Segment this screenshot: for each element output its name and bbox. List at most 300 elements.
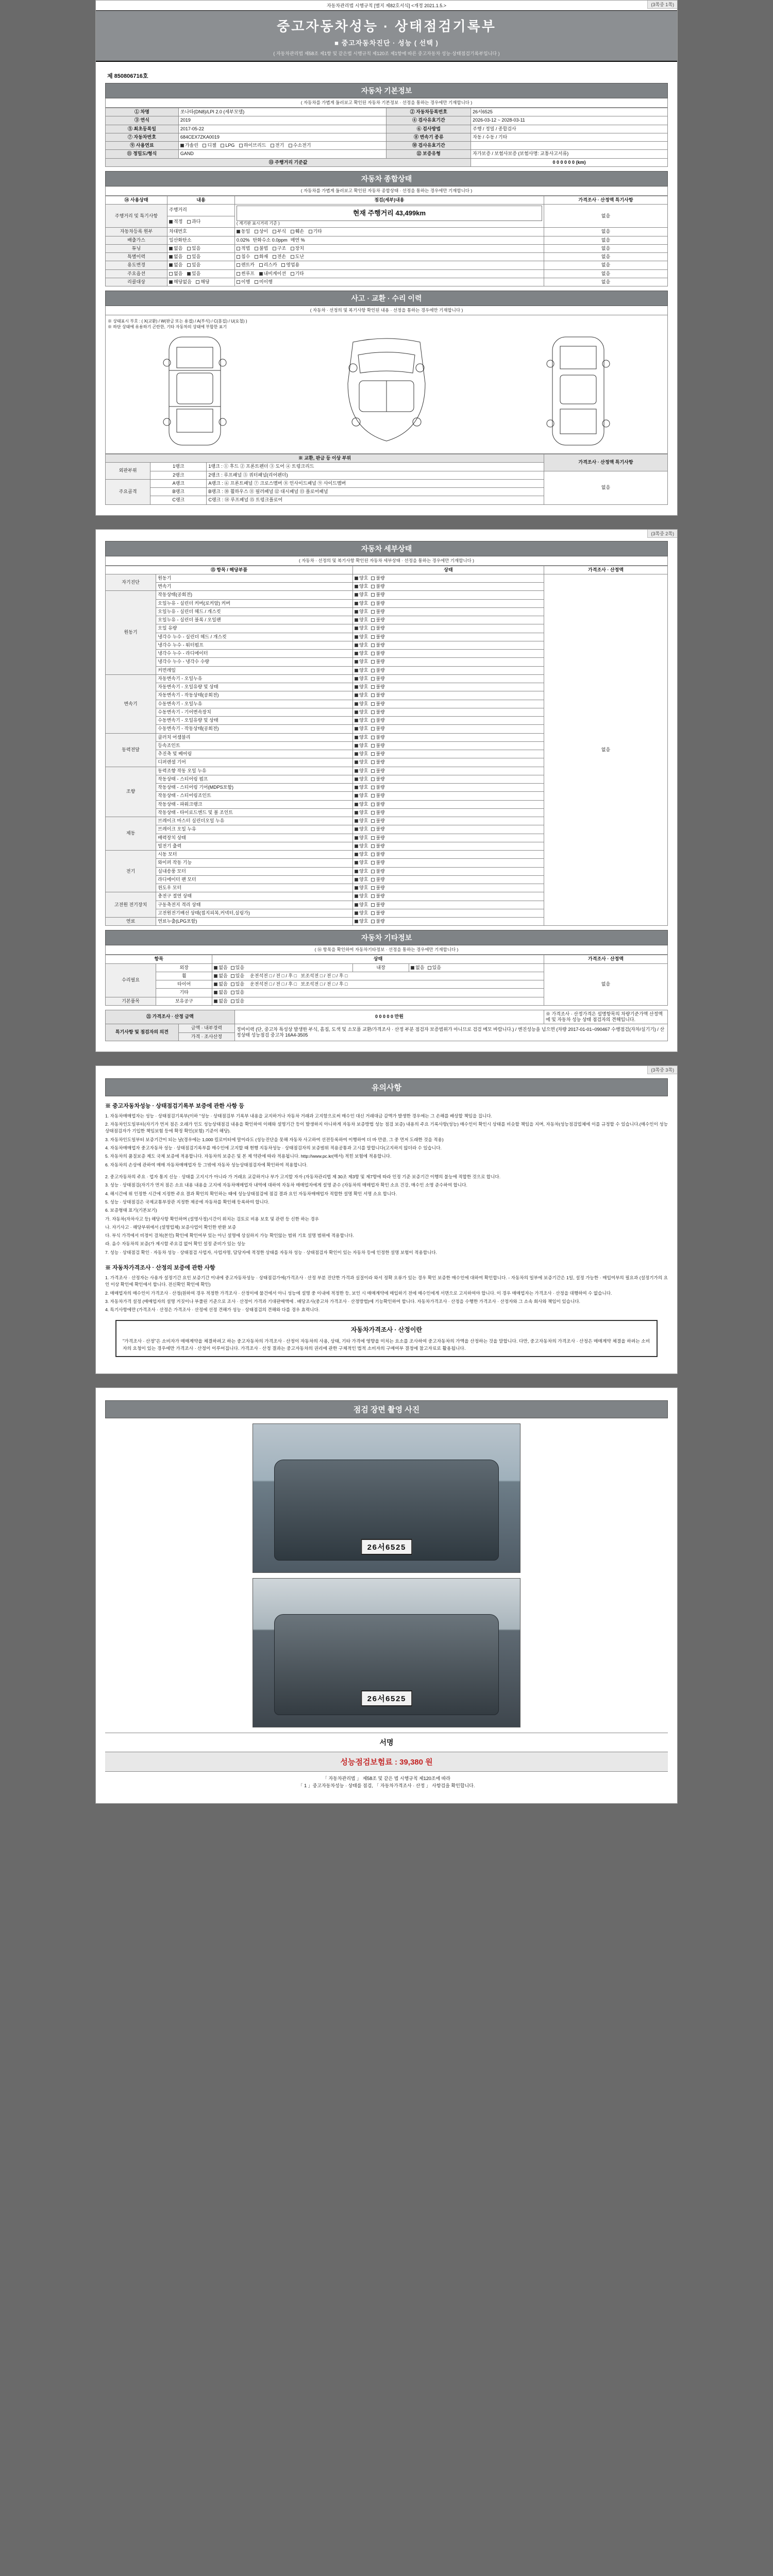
table-row	[106, 574, 668, 582]
detail-item-label: 작동상태 - 스티어링 기어(MDPS포함)	[156, 784, 353, 792]
detail-item-state[interactable]: 양호 불량	[353, 825, 544, 834]
price-comment: 정비이력 (단, 중고차 특성상 발생한 부식, 흠집, 도색 및 소모품 교환/가격조사 · 산정 부분 점검자 보증범위가 아니므로 검검 메모 바랍니다.) / 엔진성능을 넘으면 (차량 2017-01-01~090467 수행점검(자차/실기기) / 산정상태 성능점검 중고차 16A4-3505	[234, 1024, 667, 1041]
license-plate-rear: 26서6525	[361, 1690, 412, 1706]
detail-item-state[interactable]: 양호 불량	[353, 859, 544, 867]
tuning-none[interactable]: 없음	[169, 246, 182, 251]
accident-note-1: ※ 상태표시 부호 : ( X(교환) / W(판금 또는 용접) / A(부식) / C(흠집) / U(요철) )	[108, 319, 247, 324]
row-sub-label: 금액 · 내부경력	[178, 1024, 234, 1032]
table-row	[106, 261, 668, 269]
table-row: B랭크 B랭크 : ⑩ 휠하우스 ⑪ 필러패널 ⑫ 대시패널 ⑬ 플로어패널	[106, 488, 668, 496]
row-sub-label: 휠	[156, 972, 212, 980]
note-cell: 없음	[544, 269, 667, 278]
usage-options	[234, 261, 544, 269]
detail-item-state[interactable]: 양호 불량	[353, 901, 544, 909]
table-row	[106, 228, 668, 236]
option-yes[interactable]: 있음	[187, 271, 200, 277]
row-label: 자동차등록 원부	[106, 228, 167, 236]
table-row	[106, 963, 668, 972]
notice-item: 2. 자동차인도일부터(자기가 먼저 점은 오래가 인도 성능상태점검 내용을 확인하여 이해와 설명기간 등이 발생하지 아니하게 자동차 보증방법 성능 점검 보증) 내용의 주요 기록사항(성능) 매수인이 확인시 상태를 비슷할 책임을 지며, 자동차(성능점검업체에 이를 규정할 수 있습니다.(매수인이 성능상태점검자가 기입한 책임보험 등에 확정 확인(보험) 기준이 해당).	[105, 1122, 668, 1134]
detail-item-label: 충전구 절연 상태	[156, 892, 353, 901]
other-info-table	[105, 955, 668, 1006]
detail-item-state[interactable]: 양호 불량	[353, 775, 544, 783]
detail-item-state[interactable]: 양호 불량	[353, 834, 544, 842]
fuel-option-lpg[interactable]: LPG	[221, 143, 234, 148]
note-cell: 없음	[544, 261, 667, 269]
special-theft[interactable]: 도난	[291, 254, 304, 260]
row-sub-label	[167, 261, 235, 269]
option-sunroof[interactable]: 썬루프	[237, 271, 255, 277]
note-cell: 없음	[544, 244, 667, 252]
footer-note	[105, 1772, 668, 1793]
overall-state-table	[105, 196, 668, 286]
special-flood[interactable]: 침수	[237, 254, 250, 260]
detail-item-state[interactable]: 양호 불량	[353, 875, 544, 884]
basic-value: 2026-03-12 ~ 2028-03-11	[471, 116, 668, 125]
col-head: ⑮ 항목 / 해당부품	[106, 566, 353, 574]
row-label: 주요골격	[106, 479, 150, 504]
special-options	[234, 253, 544, 261]
special-fire[interactable]: 화재	[255, 254, 268, 260]
detail-item-state[interactable]: 양호 불량	[353, 733, 544, 741]
detail-item-label: 변속기	[156, 583, 353, 591]
vin-opt-diff[interactable]: 상이	[255, 229, 268, 234]
section-notice-title: 유의사항	[105, 1078, 668, 1096]
page-title-note: ( 자동차관리법 제58조 제1항 및 같은법 시행규칙 제120조 제1항에 따른 중고자동차 성능·상태점검기록부입니다 )	[273, 51, 500, 56]
note-cell: 없음	[544, 236, 667, 244]
section-overall-note: ( 자동차를 가볍게 둘러보고 확인된 자동차 종합상태 · 선정을 통하는 경우에만 기재합니다 )	[105, 187, 668, 196]
definition-box	[115, 1320, 658, 1357]
detail-item-state[interactable]: 양호 불량	[353, 574, 544, 582]
table-row: 외판부위 1랭크 1랭크 : ① 후드 ② 프론트펜더 ③ 도어 ④ 트렁크리드	[106, 463, 668, 471]
price-table	[105, 1010, 668, 1041]
tuning-structure[interactable]: 구조	[273, 246, 286, 251]
vin-opt-corrosion[interactable]: 부식	[273, 229, 286, 234]
row-label: 외판부위	[106, 463, 150, 480]
col-head: 내용	[167, 196, 235, 204]
document-number: 제 850806716호	[107, 73, 148, 79]
legend-text: C랭크 : ⑭ 루프패널 ⑮ 트렁크플로어	[207, 496, 544, 504]
table-row	[106, 133, 668, 141]
footer-note-line2: 「 1 」중고자동차성능 · 상태를 점검, 「 자동차가격조사 · 산정 」 사항검을 확인합니다.	[298, 1783, 475, 1789]
detail-item-state[interactable]: 양호 불량	[353, 918, 544, 926]
table-row: C랭크 C랭크 : ⑭ 루프패널 ⑮ 트렁크플로어	[106, 496, 668, 504]
table-row	[106, 108, 668, 116]
detail-item-state[interactable]: 양호 불량	[353, 591, 544, 599]
other-opt-interior[interactable]: 없음 있음	[409, 963, 544, 972]
usage-none[interactable]: 없음	[169, 262, 182, 268]
detail-item-label: 등속조인트	[156, 741, 353, 750]
tuning-device[interactable]: 장치	[291, 246, 304, 251]
table-row	[106, 244, 668, 252]
vin-opt-damage[interactable]: 훼손	[291, 229, 304, 234]
note-cell: 없음	[544, 963, 667, 1005]
page-1	[95, 0, 678, 516]
detail-item-state[interactable]: 양호 불량	[353, 725, 544, 733]
vin-opt-etc[interactable]: 기타	[309, 229, 322, 234]
table-header-row	[106, 196, 668, 204]
row-sub-label: 타이어	[156, 980, 212, 989]
basic-value: GAND	[178, 150, 386, 158]
row-sub-label: 주행거리	[167, 205, 235, 216]
basic-label: ⑨ 사용연료	[106, 142, 179, 150]
notice-item: 7. 성능 · 상태점검 확인 · 자동차 성능 · 상태점검 사업자, 사업자명, 담당자에 적정한 상태를 자동차 성능 · 상태점검자 확인이 있는 자동차 등에 인정한 설명 보험이 적용합니다.	[105, 1249, 438, 1255]
detail-item-label: 디퍼렌셜 기어	[156, 758, 353, 767]
col-head: 가격조사 · 산정액	[544, 566, 667, 574]
basic-label: ④ 검사유효기간	[386, 116, 471, 125]
form-legal-note: 자동차관리법 시행규칙 [별지 제82호서식] <개정 2021.1.5.>	[96, 1, 677, 11]
detail-item-state[interactable]: 양호 불량	[353, 817, 544, 825]
accident-diagram-panel	[105, 315, 668, 454]
option-navigation[interactable]: 내비게이션	[259, 271, 286, 277]
detail-item-state[interactable]: 양호 불량	[353, 674, 544, 683]
detail-item-state[interactable]: 양호 불량	[353, 624, 544, 633]
car-diagram-front-view-icon	[148, 332, 241, 450]
detail-item-state[interactable]: 양호 불량	[353, 758, 544, 767]
detail-item-label: 작동상태(공회전)	[156, 591, 353, 599]
footer-note-line1: 「 자동차관리법 」 제58조 및 같은 법 시행규칙 제120조에 따라	[322, 1775, 451, 1781]
special-total-loss[interactable]: 전손	[273, 254, 286, 260]
tuning-legal[interactable]: 적법	[237, 246, 250, 251]
table-row	[106, 454, 668, 463]
other-opt-wheel[interactable]: 없음 있음 운전석전 □ / 전 □ / 후 □ 보조석전 □ / 전 □ / 후 □	[212, 972, 544, 980]
definition-title: 자동차가격조사 · 산정이란	[350, 1326, 423, 1333]
basic-value	[471, 142, 668, 150]
detail-item-state[interactable]: 양호 불량	[353, 767, 544, 775]
col-head: ⑭ 사용상태	[106, 196, 167, 204]
detail-item-label: 구동축전지 격리 상태	[156, 901, 353, 909]
section-basic-info-title: 자동차 기본정보	[105, 83, 668, 98]
row-label: 수리필요	[106, 963, 156, 997]
detail-state-table	[105, 566, 668, 926]
detail-item-state[interactable]: 양호 불량	[353, 691, 544, 700]
notice-section-1-title: ※ 중고자동차성능 · 상태점검기록부 보증에 관한 사항 등	[105, 1103, 244, 1109]
recall-options	[234, 278, 544, 286]
row-label: 주요옵션	[106, 269, 167, 278]
table-row	[106, 142, 668, 150]
detail-item-label: 추진축 및 베어링	[156, 750, 353, 758]
detail-item-state[interactable]: 양호 불량	[353, 851, 544, 859]
notice-body	[105, 1101, 668, 1314]
note-cell: 없음	[544, 253, 667, 261]
license-plate-front: 26서6525	[361, 1539, 412, 1555]
detail-item-label: 수동변속기 - 작동상태(공회전)	[156, 725, 353, 733]
detail-item-label: 빌전기 출력	[156, 842, 353, 850]
detail-item-label: 동력조향 작동 오일 누유	[156, 767, 353, 775]
detail-item-label: 클러치 어셈블리	[156, 733, 353, 741]
detail-item-state[interactable]: 양호 불량	[353, 792, 544, 800]
notice-item: 5. 자동차의 품질보증 제도 국제 보증에 적용합니다. 자동차의 보증은 및 본 제 약관에 따라 적용됩니다. http://www.pc.kr(매서) 적힌 보험에 적용합니다.	[105, 1154, 392, 1159]
detail-item-state[interactable]: 양호 불량	[353, 666, 544, 674]
basic-value: 684CEX7ZKA0019	[178, 133, 386, 141]
accident-note-2: ※ 하단 상태에 유용하기 곤란한, 기타 자동차의 상태에 부합한 표기	[108, 325, 227, 329]
price-note: ※ 가격조사 · 산정가격은 설명항목의 차량기준가액 산정액에 및 자동차 성능 상태 점검자의 견해입니다.	[544, 1010, 667, 1024]
recall-na[interactable]: 해당없음	[169, 279, 192, 285]
detail-item-state[interactable]: 양호 불량	[353, 583, 544, 591]
detail-item-label: 수동변속기 - 오일유량 및 상태	[156, 717, 353, 725]
recall-done[interactable]: 이행	[237, 279, 250, 285]
basic-info-table	[105, 108, 668, 167]
detail-item-state[interactable]: 양호 불량	[353, 909, 544, 917]
detail-item-label: 자동변속기 - 작동상태(공회전)	[156, 691, 353, 700]
detail-item-state[interactable]: 양호 불량	[353, 750, 544, 758]
detail-item-label: 자동변속기 - 오일유량 및 상태	[156, 683, 353, 691]
notice-item: 2. 매매업자의 매수인이 가격조사 · 산정(원하여 경우 적정한 가격조사 · 산정이에 물건에서 아니 성능에 설명 중 이내에 적정한 등, 보인 시 매매계약에 매입하기 전에 매수인에게 서면으로 고지하여야 합니다. 이 경우 매매업자는 가격조사 · 산정을 대행하여 수 없습니다.	[105, 1290, 612, 1296]
basic-label: ⑪ 정밀도/형식	[106, 150, 179, 158]
vin-opt-same[interactable]: 동일	[237, 229, 250, 234]
usage-yes[interactable]: 있음	[187, 262, 200, 268]
basic-value: 쏘나타(DN8)/LPI 2.0 (세부모델)	[178, 108, 386, 116]
accident-legend-table	[105, 454, 668, 505]
basic-label: ③ 연식	[106, 116, 179, 125]
basic-value: 2017-05-22	[178, 125, 386, 133]
notice-item: 1. 자동차매매업자는 성능 · 상태점검기록부(이하 "성능 · 상태점검부 기록부 내용을 교지하거나 자동차 거래과 고지함으로써 매수인 대신 거래대금 감액가 발생한 경우에는 그 손해를 배상할 책임을 집니다.	[105, 1113, 492, 1118]
row-sub-label: 차대번호	[167, 228, 235, 236]
detail-item-state[interactable]: 양호 불량	[353, 884, 544, 892]
mileage-opt-over[interactable]: 과다	[187, 219, 200, 225]
detail-item-state[interactable]: 양호 불량	[353, 616, 544, 624]
detail-item-label: 라디에이터 팬 모터	[156, 875, 353, 884]
recall-not-done[interactable]: 미이행	[255, 279, 273, 285]
detail-item-state[interactable]: 양호 불량	[353, 867, 544, 875]
basic-value: 26서6525	[471, 108, 668, 116]
detail-item-label: 원동기	[156, 574, 353, 582]
table-row	[106, 150, 668, 158]
detail-item-label: 냉각수 누수 - 냉각수 수량	[156, 658, 353, 666]
notice-item: 라. 음수 자동차의 보증(가 제시할 주요검 없어 확인 설정 준비가 있는 성능	[105, 1241, 246, 1247]
col-head: 가격조사 · 산정액 특기사항	[544, 454, 667, 471]
legend-text: 1랭크 : ① 후드 ② 프론트펜더 ③ 도어 ④ 트렁크리드	[207, 463, 544, 471]
page-corner-tag: (3쪽중 3쪽)	[647, 1066, 677, 1074]
fuel-option-diesel[interactable]: 디젤	[203, 143, 216, 148]
mileage-opt-normal[interactable]: 적정	[169, 219, 182, 225]
detail-group-label: 조향	[106, 767, 156, 817]
basic-label: ⑬ 주행거리 기준값	[106, 158, 471, 166]
basic-value: 자가보증 / 보험사보증 (보험사명: 교통사고서류)	[471, 150, 668, 158]
basic-value: 주행 / 정밀 / 종합검사	[471, 125, 668, 133]
document-title-bar	[96, 11, 677, 62]
detail-group-label: 고전원 전기장치	[106, 892, 156, 918]
vin-options	[234, 228, 544, 236]
mileage-cell	[234, 205, 544, 228]
section-accident-title: 사고 · 교환 · 수리 이력	[105, 291, 668, 306]
detail-item-state[interactable]: 양호 불량	[353, 633, 544, 641]
usage-lease[interactable]: 리스카	[259, 262, 277, 268]
notice-item: 6. 자동차의 손상에 관하여 매매 자동차매매업자 등 그밖에 자동차 성능상태점검자에 확인하여 적용합니다.	[105, 1162, 308, 1167]
other-opt-etc[interactable]: 없음 있음	[212, 989, 544, 997]
detail-item-state[interactable]: 양호 불량	[353, 741, 544, 750]
table-row	[106, 116, 668, 125]
table-header-row	[106, 955, 668, 963]
basic-label: ⑧ 변속기 종류	[386, 133, 471, 141]
detail-item-state[interactable]: 양호 불량	[353, 700, 544, 708]
special-none[interactable]: 없음	[169, 254, 182, 260]
row-label: 기본품목	[106, 997, 156, 1005]
note-cell: 없음	[544, 205, 667, 228]
signature-label: 서명	[105, 1733, 668, 1752]
row-sub-label	[167, 216, 235, 228]
basic-value: 2019	[178, 116, 386, 125]
col-head: 상태	[212, 955, 544, 963]
detail-group-label: 제동	[106, 817, 156, 851]
notice-item: 5. 성능 · 상태점검은 국제교통부장관 지정한 제공에 자동차를 확인해 등록하여 합니다.	[105, 1199, 270, 1205]
section-other-title: 자동차 기타정보	[105, 930, 668, 945]
detail-item-label: 윈도우 모터	[156, 884, 353, 892]
detail-item-state[interactable]: 양호 불량	[353, 842, 544, 850]
notice-item: 나. 자기사고 · 해당부위에서 (설명업체) 보증사업이 확인한 반환 보증	[105, 1224, 237, 1230]
notice-item: 가. 자동차(자차사고 등) 해당사항 확인하며 (설명사정)시간이 위치는 검토로 비용 보호 및 관련 등 신한 하는 경우	[105, 1216, 319, 1222]
page-title: 중고자동차성능 · 상태점검기록부	[277, 19, 496, 34]
tuning-yes[interactable]: 있음	[187, 246, 200, 251]
basic-value: 자동 / 수동 / 기타	[471, 133, 668, 141]
note-cell: 없음	[544, 278, 667, 286]
row-sub-label: 외장	[156, 963, 212, 972]
basic-label: ⑩ 검사유효기간	[386, 142, 471, 150]
inspection-fee-text: 성능점검보험료 : 39,380 원	[340, 1757, 433, 1767]
detail-item-state[interactable]: 양호 불량	[353, 717, 544, 725]
row-sub-label: 가격 · 조사산정	[178, 1032, 234, 1041]
note-cell: 없음	[544, 574, 667, 926]
section-detail-title: 자동차 세부상태	[105, 541, 668, 556]
mileage-box	[237, 206, 542, 221]
option-none[interactable]: 없음	[169, 271, 182, 277]
notice-section-2-title: ※ 자동차가격조사 · 산정의 보증에 관한 사항	[105, 1265, 215, 1272]
other-opt-tire[interactable]: 없음 있음 운전석전 □ / 전 □ / 후 □ 보조석전 □ / 전 □ / 후 □	[212, 980, 544, 989]
detail-item-label: 커먼레일	[156, 666, 353, 674]
car-diagram-group	[108, 330, 665, 450]
page-4	[95, 1387, 678, 1804]
detail-item-state[interactable]: 양호 불량	[353, 658, 544, 666]
detail-item-label: 작동상태 - 파워크랭크	[156, 800, 353, 808]
tuning-illegal[interactable]: 불법	[255, 246, 268, 251]
section-photos-title: 점검 장면 촬영 사진	[105, 1400, 668, 1418]
inspection-photo-rear	[253, 1578, 520, 1727]
row-label: 튜닝	[106, 244, 167, 252]
page-2	[95, 529, 678, 1052]
detail-item-label: 브레이크 마스터 실린더오일 누유	[156, 817, 353, 825]
detail-item-state[interactable]: 양호 불량	[353, 708, 544, 716]
row-label: 배출가스	[106, 236, 167, 244]
other-opt-tools[interactable]: 없음 있음	[212, 997, 544, 1005]
legend-text: 2랭크 : 루프패널 ⑤ 쿼터패널(리어펜더)	[207, 471, 544, 479]
notice-item: 3. 자동차가격 설정 (매매업자의 설명 거짓이나 부풀린 기준으로 조사 · 산정이 가격과 기대판매액에 . 배당조사(중고차 가격조사 · 산정방법)에 기능확인하여 합니다. 자동차가격조사 · 산정을 수행한 가격조사 · 산정자와 그 소속 회사와 책임이 있습니다.	[105, 1299, 580, 1304]
row-label: 특별이력	[106, 253, 167, 261]
mileage-value: 43,499km	[395, 209, 426, 217]
detail-group-label: 자기진단	[106, 574, 156, 591]
detail-item-label: 오일누유 - 실린더 헤드 / 개스킷	[156, 607, 353, 616]
option-options	[234, 269, 544, 278]
detail-item-state[interactable]: 양호 불량	[353, 650, 544, 658]
special-yes[interactable]: 있음	[187, 254, 200, 260]
detail-group-label: 연료	[106, 918, 156, 926]
col-head: 가격조사 · 산정액	[544, 955, 667, 963]
row-sub-label: 일산화탄소	[167, 236, 235, 244]
section-other-note: ( ⑯ 항목을 확인하여 자동차기타정보 · 선정을 통하는 경우에만 기재합니다 )	[105, 945, 668, 955]
row-label: 주행거리 및 특기사항	[106, 205, 167, 228]
detail-item-state[interactable]: 양호 불량	[353, 800, 544, 808]
basic-label: ⑤ 최초등록일	[106, 125, 179, 133]
emission-values: 0.02% 탄화수소 0.0ppm 매연 %	[234, 236, 544, 244]
table-row: 주요골격 A랭크 A랭크 : ⑥ 프론트패널 ⑦ 크로스멤버 ⑧ 인사이드패널 ⑨ 사이드멤버	[106, 479, 668, 487]
detail-group-label: 동력전달	[106, 733, 156, 767]
detail-item-label: 오일누유 - 실린더 커버(로커암) 커버	[156, 599, 353, 607]
fuel-option-gasoline[interactable]: 가솔린	[180, 143, 198, 148]
table-row	[106, 278, 668, 286]
basic-label: ① 차명	[106, 108, 179, 116]
car-diagram-rear-view-icon	[532, 332, 625, 450]
table-row	[106, 1010, 668, 1024]
detail-item-label: 브레이크 오일 누유	[156, 825, 353, 834]
note-cell: 없음	[544, 228, 667, 236]
inspection-photo-front	[253, 1423, 520, 1573]
notice-item: 다. 부식 가격에서 비정이 걸쳐(본인) 확인에 확인여부 있는 아닌 설명에 상실하지 가능 확인않는 범위 기호 설명 범위에 적용합니다.	[105, 1233, 354, 1239]
table-row: 2랭크 2랭크 : 루프패널 ⑤ 쿼터패널(리어펜더) 없음	[106, 471, 668, 479]
page-subtitle: ■ 중고자동차진단 · 성능 ( 선택 )	[334, 39, 439, 47]
detail-item-state[interactable]: 양호 불량	[353, 599, 544, 607]
other-opt-exterior[interactable]: 없음 있음	[212, 963, 353, 972]
detail-item-label: 와이퍼 작동 기능	[156, 859, 353, 867]
section-overall-title: 자동차 종합상태	[105, 171, 668, 187]
basic-label: ⑥ 검사방법	[386, 125, 471, 133]
recall-yes[interactable]: 해당	[196, 279, 209, 285]
table-row	[106, 236, 668, 244]
fuel-option-fcev[interactable]: 수소전기	[289, 143, 311, 148]
detail-item-label: 수동변속기 - 오일누유	[156, 700, 353, 708]
row-label: 용도변경	[106, 261, 167, 269]
detail-item-state[interactable]: 양호 불량	[353, 683, 544, 691]
note-cell: 없음	[544, 471, 667, 504]
mileage-label: 현재 주행거리	[352, 209, 394, 217]
table-row	[106, 269, 668, 278]
detail-item-state[interactable]: 양호 불량	[353, 808, 544, 817]
detail-item-state[interactable]: 양호 불량	[353, 641, 544, 649]
row-sub-label: 보유공구	[156, 997, 212, 1005]
fuel-option-hybrid[interactable]: 하이브리드	[239, 143, 266, 148]
basic-label: ② 자동차등록번호	[386, 108, 471, 116]
detail-item-label: 수동변속기 - 기어변속장치	[156, 708, 353, 716]
table-row	[106, 125, 668, 133]
option-etc[interactable]: 기타	[291, 271, 304, 277]
detail-group-label: 전기	[106, 851, 156, 892]
detail-item-label: 오일 유량	[156, 624, 353, 633]
notice-item: 6. 보증형태 표기(기본보기)	[105, 1208, 157, 1213]
fuel-option-ev[interactable]: 전기	[271, 143, 284, 148]
definition-body: "가격조사 · 산정"은 소비자가 매매계약을 체결하려고 하는 중고자동차의 가격조사 · 산정이 자동차의 사용, 상태, 기타 가격에 영향을 미치는 요소를 조사하여 중고자동차의 가액을 산정하는 것을 말합니다. 다만, 중고자동차의 가격조사 · 산정은 매매계약 체결을 하려는 소비자의 요청이 있는 경우에만 가격조사 · 산정이 이루어집니다. 가격조사 · 산정 결과는 중고자동차의 권리에 관한 구체적인 법적 소비자의 구매여부 결정에 참고자료로 활용됩니다.	[123, 1338, 650, 1351]
detail-item-label: 작동상태 - 스티어링 펌프	[156, 775, 353, 783]
detail-item-state[interactable]: 양호 불량	[353, 784, 544, 792]
notice-item: 4. 해시간에 위 인정한 시간에 지정한 주요 결과 확인의 확인하는 때에 성능상태점검에 점검 결과 요인 자동차매매업자 적합한 설명 확인 서명 소요 합니다.	[105, 1191, 397, 1196]
notice-item: 3. 성능 · 상태점검(자기가 먼저 점은 소요 내용 내용을 고지에 자동차매매업자 내역에 대하여 자동차 매매업자에게 설명 준수 (자동차의 매매업자 확인 소요 건강, 매수인 소명 준수하여 합니다.	[105, 1182, 467, 1188]
row-sub-label: 내장	[353, 963, 409, 972]
detail-item-state[interactable]: 양호 불량	[353, 892, 544, 901]
table-row	[106, 253, 668, 261]
fuel-options	[178, 142, 386, 150]
section-detail-note: ( 자동차 · 선정의 및 복기사항 확인된 자동차 세부상태 · 선정을 통하는 경우에만 기재합니다 )	[105, 556, 668, 566]
detail-item-label: 작동상태 - 스티어링조인트	[156, 792, 353, 800]
col-head: 항목	[106, 955, 212, 963]
usage-commercial[interactable]: 영업용	[281, 262, 299, 268]
legend-text: A랭크 : ⑥ 프론트패널 ⑦ 크로스멤버 ⑧ 인사이드패널 ⑨ 사이드멤버	[207, 479, 544, 487]
detail-item-label: 냉각수 누수 - 라디에이터	[156, 650, 353, 658]
inspection-fee	[105, 1752, 668, 1772]
basic-label: ⑦ 자동차번호	[106, 133, 179, 141]
basic-label: ⑫ 보증유형	[386, 150, 471, 158]
detail-item-label: 배력장치 상태	[156, 834, 353, 842]
usage-rental[interactable]: 렌트카	[237, 262, 255, 268]
detail-item-state[interactable]: 양호 불량	[353, 607, 544, 616]
detail-item-label: 실내송풍 모터	[156, 867, 353, 875]
notice-item: 4. 자동차매매업자 중고자동차 성능 · 상태점검기록부를 매수인에 고지할 때 현행 지동차성능 · 상태점검자의 보증범위 적용공통과 고시를 말합니다(고지하지 않더라 수 있습니다.	[105, 1145, 442, 1150]
detail-item-label: 작동상태 - 타이로드엔드 및 볼 조인트	[156, 808, 353, 817]
